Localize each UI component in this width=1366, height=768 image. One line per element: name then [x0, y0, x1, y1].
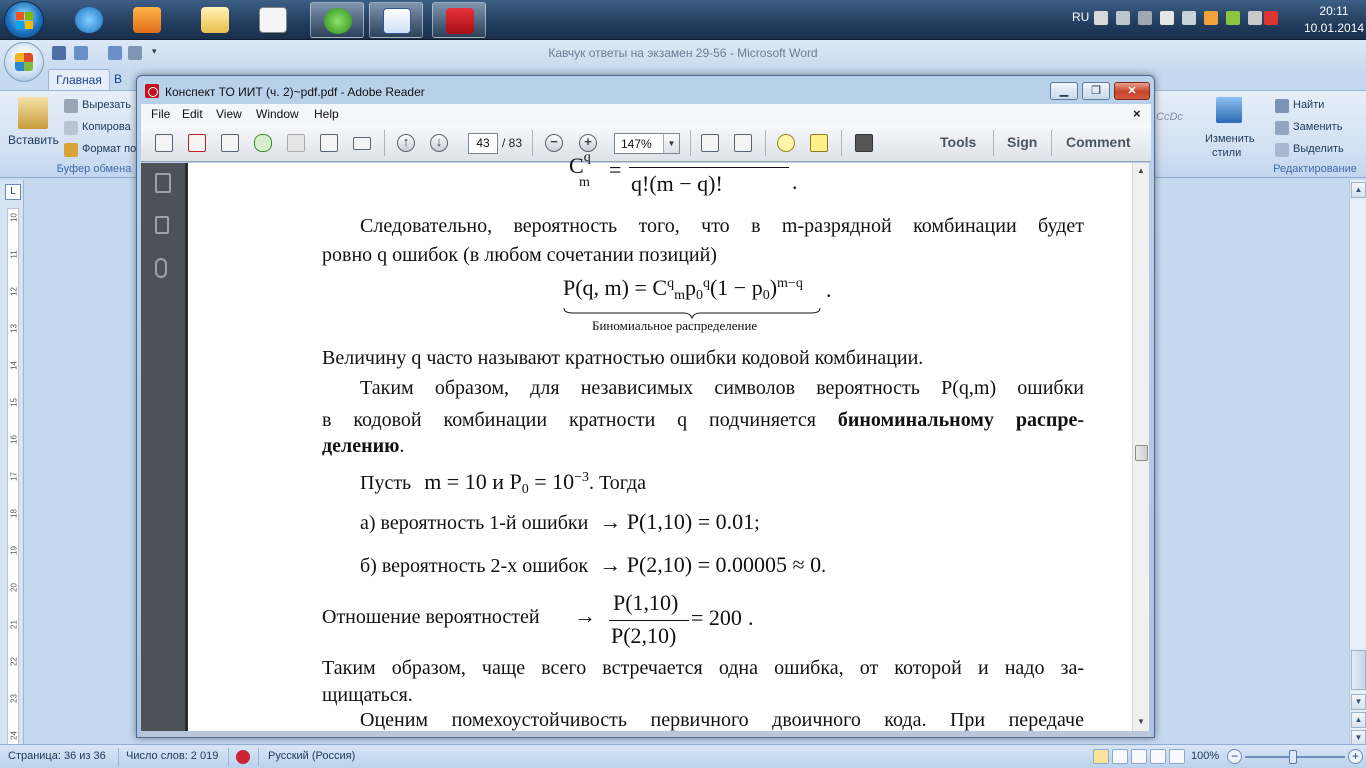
binomial-formula-period: .	[826, 277, 832, 302]
language-status[interactable]: Русский (Россия)	[268, 750, 356, 762]
paragraph-1-line-2: ровно q ошибок (в любом сочетании позиций)	[322, 244, 717, 266]
paragraph-1-line-1: Следовательно, вероятность того, что в m-разрядной комбинации будет	[360, 215, 1084, 237]
pdf-vertical-scrollbar[interactable]	[1132, 163, 1149, 731]
fit-page-icon[interactable]	[699, 132, 721, 154]
format-painter-icon	[64, 143, 78, 157]
status-divider	[258, 748, 259, 766]
toolbar-divider	[384, 130, 385, 156]
fraction-line	[629, 167, 789, 168]
close-document-icon[interactable]: ×	[1133, 106, 1141, 121]
ruler-number: 10	[9, 213, 19, 222]
scroll-thumb[interactable]	[1351, 650, 1366, 690]
ratio-label: Отношение вероятностей	[322, 606, 540, 628]
ruler-number: 21	[9, 620, 19, 629]
full-screen-icon[interactable]	[853, 132, 875, 154]
print-layout-icon[interactable]	[1093, 749, 1109, 764]
previous-page-icon[interactable]: ↑	[395, 132, 417, 154]
tools-tab[interactable]: Tools	[940, 134, 977, 150]
close-icon: ✕	[1127, 85, 1137, 97]
network-icon[interactable]	[1226, 11, 1240, 25]
menu-window[interactable]: Window	[256, 107, 299, 121]
status-divider	[118, 748, 119, 766]
toolbar-divider	[690, 130, 691, 156]
ruler-number: 14	[9, 361, 19, 370]
volume-icon[interactable]	[1204, 11, 1218, 25]
outline-icon[interactable]	[1150, 749, 1166, 764]
zoom-in-icon[interactable]: +	[577, 132, 599, 154]
maximize-icon: ❐	[1091, 85, 1101, 97]
internet-explorer-icon	[75, 7, 103, 33]
language-indicator[interactable]: RU	[1072, 10, 1090, 24]
taskbar-reader-button[interactable]	[432, 2, 486, 38]
utorrent-icon	[324, 8, 352, 34]
system-tray	[1064, 0, 1366, 40]
ratio-result: = 200	[691, 605, 742, 630]
binomial-caption: Биномиальное распределение	[592, 318, 758, 333]
status-divider	[228, 748, 229, 766]
previous-page-icon[interactable]: ▲	[1351, 712, 1366, 728]
attachments-icon[interactable]	[155, 258, 167, 278]
ruler-number: 24	[9, 731, 19, 740]
scroll-down-icon[interactable]: ▼	[1351, 694, 1366, 710]
zoom-in-icon[interactable]: +	[1348, 749, 1363, 764]
select-icon	[1275, 143, 1289, 157]
reader-menubar	[141, 104, 1151, 124]
paragraph-2-line-2: в кодовой комбинации кратности q подчиняется биноминальному распре-	[322, 409, 1085, 431]
toolbar-divider	[532, 130, 533, 156]
create-pdf-icon[interactable]	[153, 132, 175, 154]
battery-icon[interactable]	[1248, 11, 1262, 25]
speaker-small-icon[interactable]	[1182, 11, 1196, 25]
copy-button[interactable]: Копирова	[82, 121, 131, 133]
let-line: Пусть m = 10 и $P_0 = 10^{-3}$. Тогда	[360, 469, 647, 497]
folder-icon	[201, 7, 229, 33]
select-button[interactable]: Выделить	[1293, 143, 1344, 155]
ruler-number: 12	[9, 287, 19, 296]
pdf-page-view[interactable]	[188, 150, 1132, 731]
page-thumbnails-icon[interactable]	[155, 173, 171, 193]
start-button[interactable]	[4, 1, 44, 39]
draft-icon[interactable]	[1169, 749, 1185, 764]
reader-titlebar	[137, 76, 1154, 104]
usb-device-icon[interactable]	[1160, 11, 1174, 25]
taskbar-media-button[interactable]	[120, 2, 174, 38]
sticky-note-icon[interactable]	[775, 132, 797, 154]
ruler-number: 23	[9, 694, 19, 703]
reader-bottom-frame	[141, 731, 1151, 737]
ruler-number: 18	[9, 509, 19, 518]
page-count[interactable]: Страница: 36 из 36	[8, 750, 106, 762]
zoom-level[interactable]: 100%	[1191, 750, 1220, 762]
clock-date[interactable]: 10.01.2014	[1304, 21, 1365, 35]
cut-button[interactable]: Вырезать	[82, 99, 131, 111]
word-vertical-scrollbar[interactable]	[1349, 180, 1366, 752]
multiplicity-line: Величину q часто называют кратностью ошибки кодовой комбинации.	[322, 347, 924, 369]
minimize-button[interactable]	[1050, 82, 1078, 100]
style-preview[interactable]: CcDc	[1156, 111, 1183, 123]
tab-insert[interactable]: В	[114, 72, 123, 86]
ruler-number: 22	[9, 657, 19, 666]
full-screen-reading-icon[interactable]	[1112, 749, 1128, 764]
next-page-icon[interactable]: ▼	[1351, 730, 1366, 746]
tab-selector[interactable]: L	[5, 184, 21, 200]
zoom-slider-thumb[interactable]	[1289, 750, 1297, 764]
formula-period: .	[792, 169, 798, 194]
paragraph-2-line-3: делению.	[322, 435, 405, 457]
media-player-icon	[133, 7, 161, 33]
item-b: б) вероятность 2-х ошибок → P(2,10) = 0.00005 ≈ 0.	[360, 552, 827, 577]
scroll-up-icon[interactable]: ▲	[1137, 166, 1145, 175]
navigation-pane	[141, 163, 185, 731]
scissors-icon	[64, 99, 78, 113]
ratio-arrow: →	[574, 603, 596, 628]
formula-combination-sub: m	[579, 175, 590, 190]
item-a: а) вероятность 1-й ошибки → P(1,10) = 0.01;	[360, 509, 760, 534]
comment-tab[interactable]: Comment	[1066, 134, 1131, 150]
zoom-out-icon[interactable]: −	[543, 132, 565, 154]
word-statusbar	[0, 744, 1366, 768]
ratio-fraction-line	[609, 620, 689, 621]
flag-icon[interactable]	[1094, 11, 1108, 25]
menu-view[interactable]: View	[216, 107, 242, 121]
save-icon[interactable]	[285, 132, 307, 154]
email-icon[interactable]	[351, 132, 373, 154]
editing-group-label: Редактирование	[1273, 163, 1357, 175]
next-page-icon[interactable]: ↓	[428, 132, 450, 154]
ruler-number: 15	[9, 398, 19, 407]
print-icon[interactable]	[318, 132, 340, 154]
ruler-number: 16	[9, 435, 19, 444]
adobe-reader-window	[136, 75, 1155, 738]
action-center-icon[interactable]	[1264, 11, 1278, 25]
page-total: / 83	[502, 136, 523, 150]
scroll-up-icon[interactable]: ▲	[1351, 182, 1366, 198]
ruler-strip	[7, 208, 19, 748]
ruler-number: 17	[9, 472, 19, 481]
paste-button[interactable]: Вставить	[8, 133, 59, 147]
show-hidden-icons[interactable]	[1138, 11, 1152, 25]
formula-combination-c: $C^q$	[569, 150, 591, 178]
formula-equals: =	[609, 157, 622, 182]
copy-icon	[64, 121, 78, 135]
proofing-icon[interactable]	[236, 750, 250, 764]
vertical-ruler	[0, 180, 24, 750]
taskbar	[0, 0, 1366, 40]
web-layout-icon[interactable]	[1131, 749, 1147, 764]
replace-button[interactable]: Заменить	[1293, 121, 1343, 133]
word-window-title: Кавчук ответы на экзамен 29-56 - Microsoft Word	[548, 46, 818, 60]
zoom-value: 147%	[621, 137, 652, 151]
taskbar-word-button[interactable]	[369, 2, 423, 38]
reader-window-title: Конспект ТО ИИТ (ч. 2)~pdf.pdf - Adobe Reader	[165, 85, 425, 99]
replace-icon	[1275, 121, 1289, 135]
zoom-out-icon[interactable]: −	[1227, 749, 1242, 764]
menu-edit[interactable]: Edit	[182, 107, 203, 121]
menu-file[interactable]: File	[151, 107, 171, 121]
taskbar-utorrent-button[interactable]	[310, 2, 364, 38]
sign-tab[interactable]: Sign	[1007, 134, 1038, 150]
reader-toolbar	[141, 124, 1151, 162]
word-titlebar	[0, 40, 1366, 68]
keyboard-settings-icon[interactable]	[1116, 11, 1130, 25]
page-number-input[interactable]: 43	[468, 133, 498, 154]
scroll-thumb[interactable]	[1135, 445, 1148, 461]
menu-help[interactable]: Help	[314, 107, 339, 121]
change-styles-button[interactable]: Изменить	[1205, 133, 1255, 145]
edit-pdf-icon[interactable]	[219, 132, 241, 154]
taskbar-ie-button[interactable]	[62, 2, 116, 38]
bookmarks-icon[interactable]	[155, 216, 169, 234]
adobe-reader-icon	[446, 8, 474, 34]
ratio-denominator: P(2,10)	[611, 623, 677, 648]
last-line: Оценим помехоустойчивость первичного двоичного кода. При передаче	[360, 709, 1084, 731]
playing-card-icon	[259, 7, 287, 33]
change-styles-label-2: стили	[1212, 147, 1242, 159]
format-painter-button[interactable]: Формат по	[82, 143, 137, 155]
taskbar-explorer-button[interactable]	[188, 2, 242, 38]
ratio-period: .	[748, 605, 754, 630]
toolbar-divider	[993, 130, 994, 156]
ruler-number: 19	[9, 546, 19, 555]
tab-home[interactable]: Главная	[48, 69, 110, 91]
export-pdf-icon[interactable]	[186, 132, 208, 154]
change-styles-icon	[1216, 97, 1242, 123]
paste-icon[interactable]	[18, 97, 48, 129]
windows-logo-icon	[16, 12, 34, 30]
find-icon	[1275, 99, 1289, 113]
clipboard-group-label: Буфер обмена	[56, 163, 132, 175]
ratio-numerator: P(1,10)	[613, 590, 679, 615]
ruler-number: 13	[9, 324, 19, 333]
highlight-icon[interactable]	[808, 132, 830, 154]
find-button[interactable]: Найти	[1293, 99, 1325, 111]
toolbar-divider	[765, 130, 766, 156]
close-button[interactable]	[1114, 82, 1150, 100]
clock-time[interactable]: 20:11	[1319, 4, 1349, 18]
toolbar-divider	[841, 130, 842, 156]
minimize-icon: ▁	[1059, 85, 1069, 97]
ruler-number: 11	[9, 250, 19, 259]
office-logo-icon	[15, 53, 33, 71]
maximize-button[interactable]	[1082, 82, 1110, 100]
paragraph-2-line-1: Таким образом, для независимых символов вероятность P(q,m) ошибки	[360, 377, 1084, 399]
zoom-select[interactable]	[614, 133, 680, 154]
conclusion-line-2: щищаться.	[322, 684, 413, 706]
binomial-formula: P(q, $m) = C^q_mp_0^q(1 - p_0)^{m-q}$	[563, 275, 803, 303]
toolbar-divider	[1051, 130, 1052, 156]
scroll-down-icon[interactable]: ▼	[1137, 717, 1145, 726]
customize-qat-icon[interactable]: ▾	[152, 46, 157, 56]
taskbar-solitaire-button[interactable]	[246, 2, 300, 38]
cloud-upload-icon[interactable]	[252, 132, 274, 154]
formula-denominator: q!(m − q)!	[631, 171, 723, 196]
chevron-down-icon[interactable]: ▼	[663, 134, 679, 153]
fit-width-icon[interactable]	[732, 132, 754, 154]
ruler-number: 20	[9, 583, 19, 592]
adobe-reader-icon	[145, 84, 159, 98]
office-button[interactable]	[4, 42, 44, 82]
word-count[interactable]: Число слов: 2 019	[126, 750, 219, 762]
word-icon	[383, 8, 411, 34]
conclusion-line-1: Таким образом, чаще всего встречается одна ошибка, от которой и надо за-	[322, 657, 1084, 679]
